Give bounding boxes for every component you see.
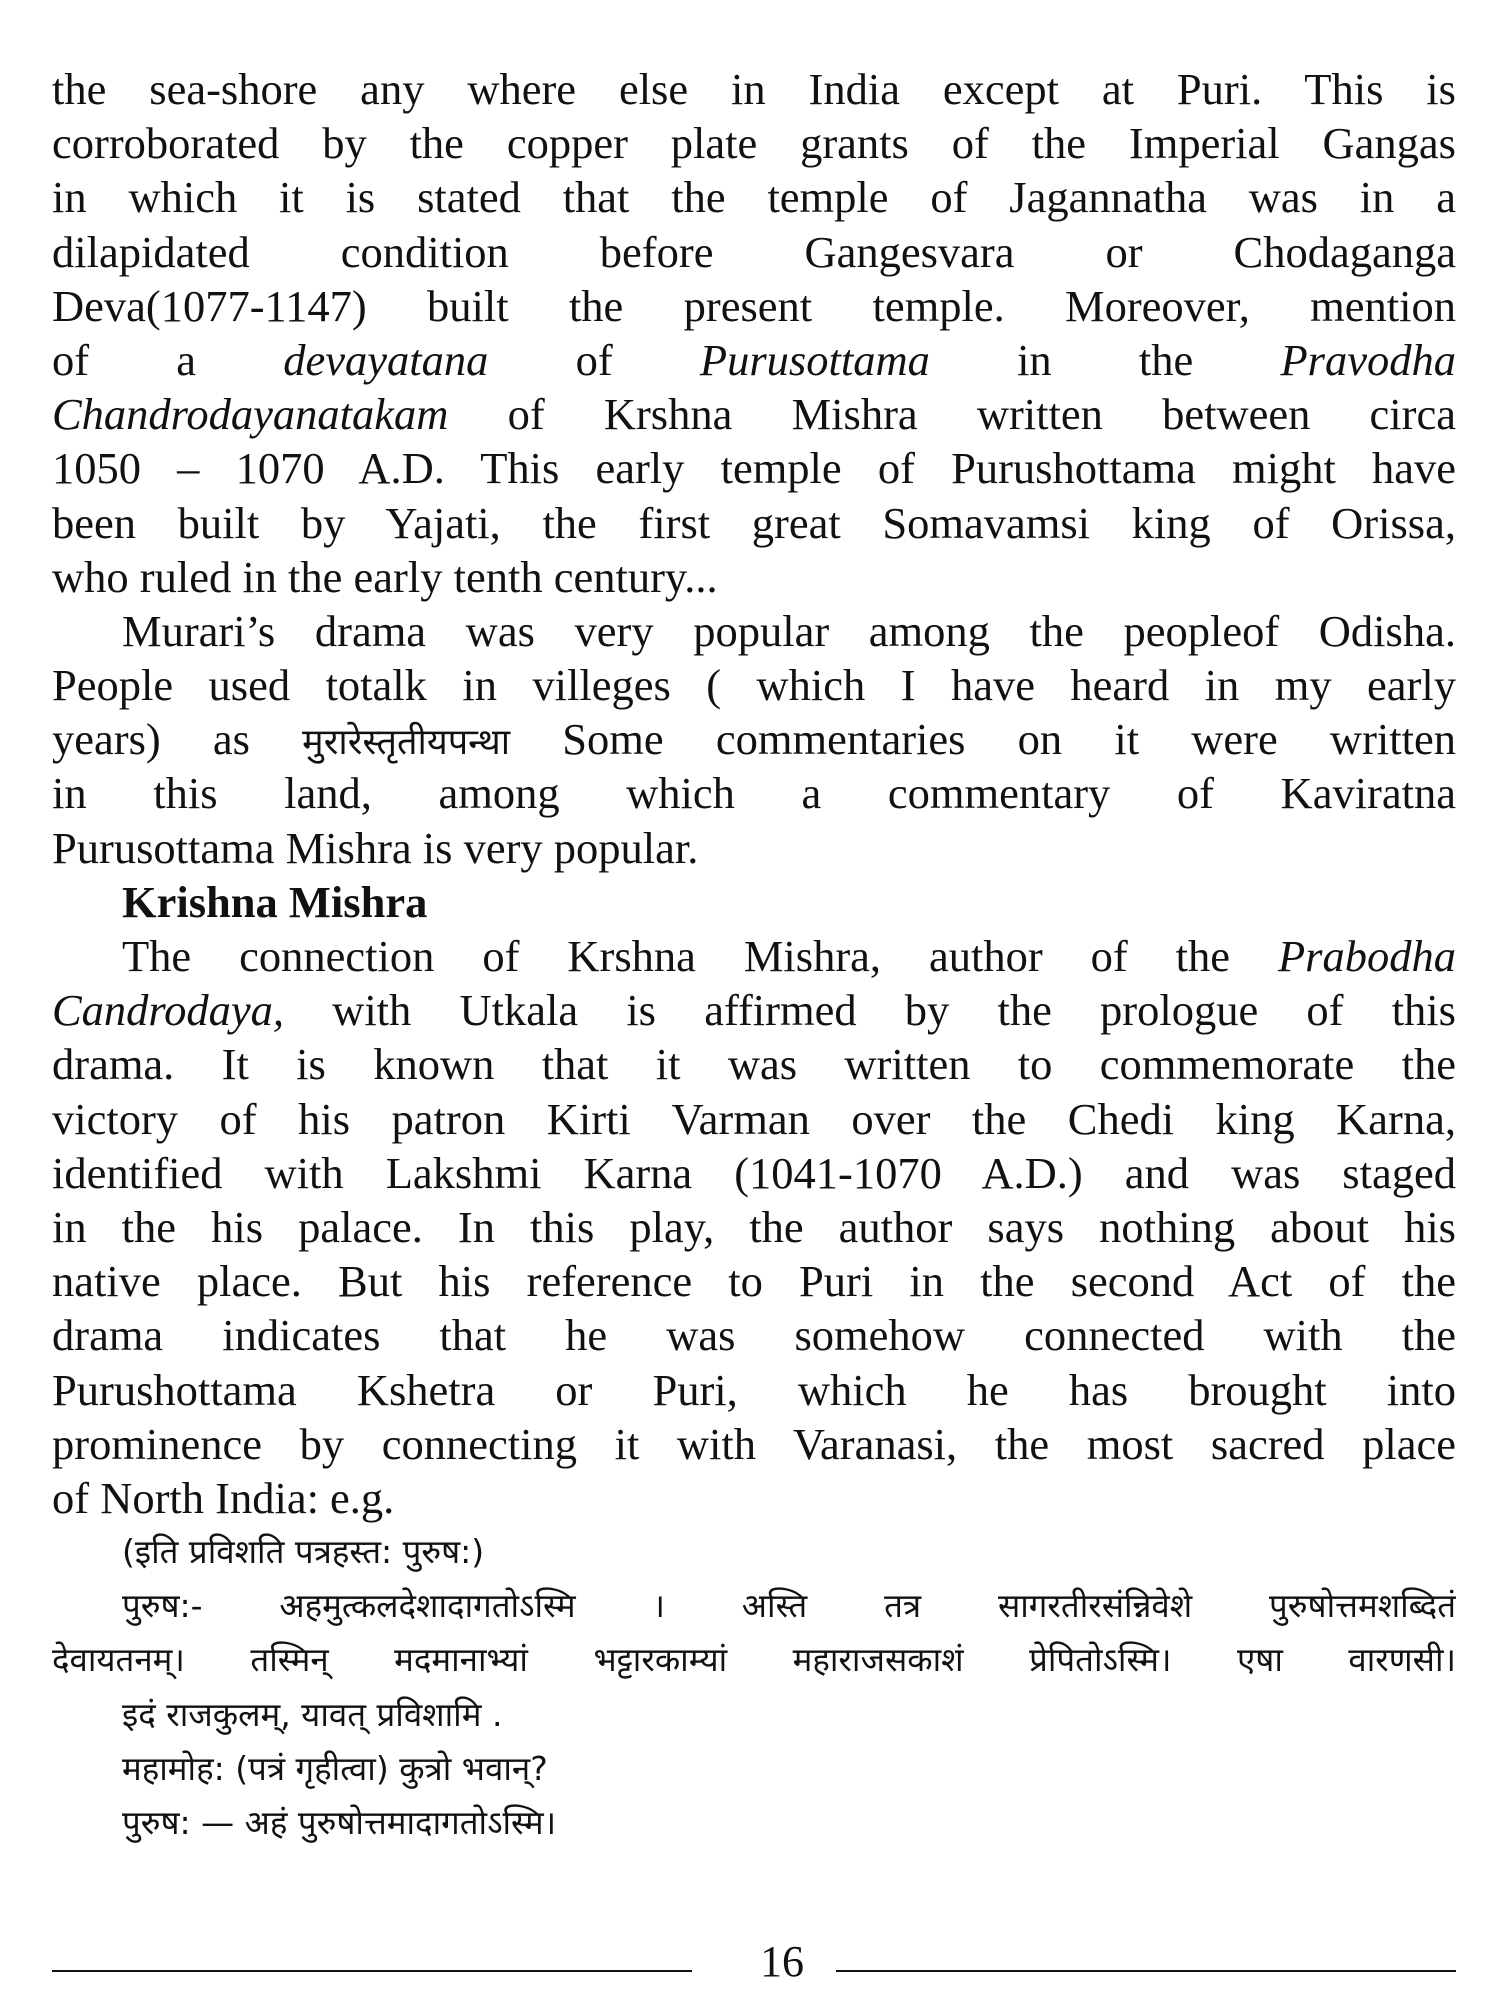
text-line: People used totalk in villeges ( which I have heard in my early (52, 660, 1456, 711)
footer-rule-left (52, 1970, 692, 1972)
sanskrit-line: पुरुष:- अहमुत्कलदेशादागतोऽस्मि । अस्ति तत्र सागरतीरसंन्निवेशे पुरुषोत्तमशब्दितं (122, 1586, 1456, 1626)
sanskrit-line: महामोह: (पत्रं गृहीत्वा) कुत्रो भवान्? (122, 1748, 548, 1788)
text-line: Murari’s drama was very popular among the peopleof Odisha. (122, 605, 1456, 656)
page-number: 16 (760, 1937, 804, 1986)
page-body (52, 62, 1456, 1850)
text-line: who ruled in the early tenth century... (52, 551, 718, 602)
sanskrit-line: पुरुष: — अहं पुरुषोत्तमादागतोऽस्मि। (122, 1803, 557, 1842)
text-line: of a devayatana of Purusottama in the Pravodha (52, 334, 1456, 385)
text-line: in which it is stated that the temple of Jagannatha was in a (52, 172, 1456, 223)
text-line: Purushottama Kshetra or Puri, which he has brought into (52, 1364, 1456, 1415)
sanskrit-line: (इति प्रविशति पत्रहस्त: पुरुष:) (122, 1532, 485, 1572)
text-line: Deva(1077-1147) built the present temple. Moreover, mention (52, 280, 1456, 331)
footer-rule-right (836, 1970, 1456, 1972)
text-line: years) as मुरारेस्तृतीयपन्था Some commentaries on it were written (52, 714, 1456, 765)
text-line: identified with Lakshmi Karna (1041-1070 A.D.) and was staged (52, 1147, 1456, 1198)
text-line: 1050 – 1070 A.D. This early temple of Purushottama might have (52, 443, 1456, 494)
text-line: drama indicates that he was somehow connected with the (52, 1310, 1456, 1361)
sanskrit-line: देवायतनम्। तस्मिन् मदमानाभ्यां भट्टारकाम्यां महाराजसकाशं प्रेपितोऽस्मि। एषा वारणसी। (52, 1640, 1456, 1680)
text-line: of North India: e.g. (52, 1472, 395, 1523)
page-footer (52, 1937, 1456, 1988)
text-line: Purusottama Mishra is very popular. (52, 822, 699, 873)
text-line: dilapidated condition before Gangesvara or Chodaganga (52, 226, 1456, 277)
devanagari-phrase: मुरारेस्तृतीयपन्था (302, 722, 511, 764)
text-line: Chandrodayanatakam of Krshna Mishra written between circa (52, 389, 1456, 440)
sanskrit-line: इदं राजकुलम्, यावत् प्रविशामि . (122, 1694, 503, 1734)
section-heading: Krishna Mishra (122, 876, 428, 927)
text-line: drama. It is known that it was written to commemorate the (52, 1039, 1456, 1090)
text-line: prominence by connecting it with Varanasi, the most sacred place (52, 1418, 1456, 1469)
text-line: native place. But his reference to Puri in the second Act of the (52, 1256, 1456, 1307)
text-line: the sea-shore any where else in India except at Puri. This is (52, 64, 1456, 114)
text-line: Candrodaya, with Utkala is affirmed by the prologue of this (52, 985, 1456, 1036)
text-line: in this land, among which a commentary of Kaviratna (52, 768, 1456, 819)
text-line: victory of his patron Kirti Varman over the Chedi king Karna, (52, 1093, 1456, 1144)
text-line: been built by Yajati, the first great Somavamsi king of Orissa, (52, 497, 1456, 548)
text-line: in the his palace. In this play, the author says nothing about his (52, 1201, 1456, 1252)
text-line: The connection of Krshna Mishra, author of the Prabodha (122, 931, 1456, 981)
text-line: corroborated by the copper plate grants of the Imperial Gangas (52, 118, 1456, 169)
